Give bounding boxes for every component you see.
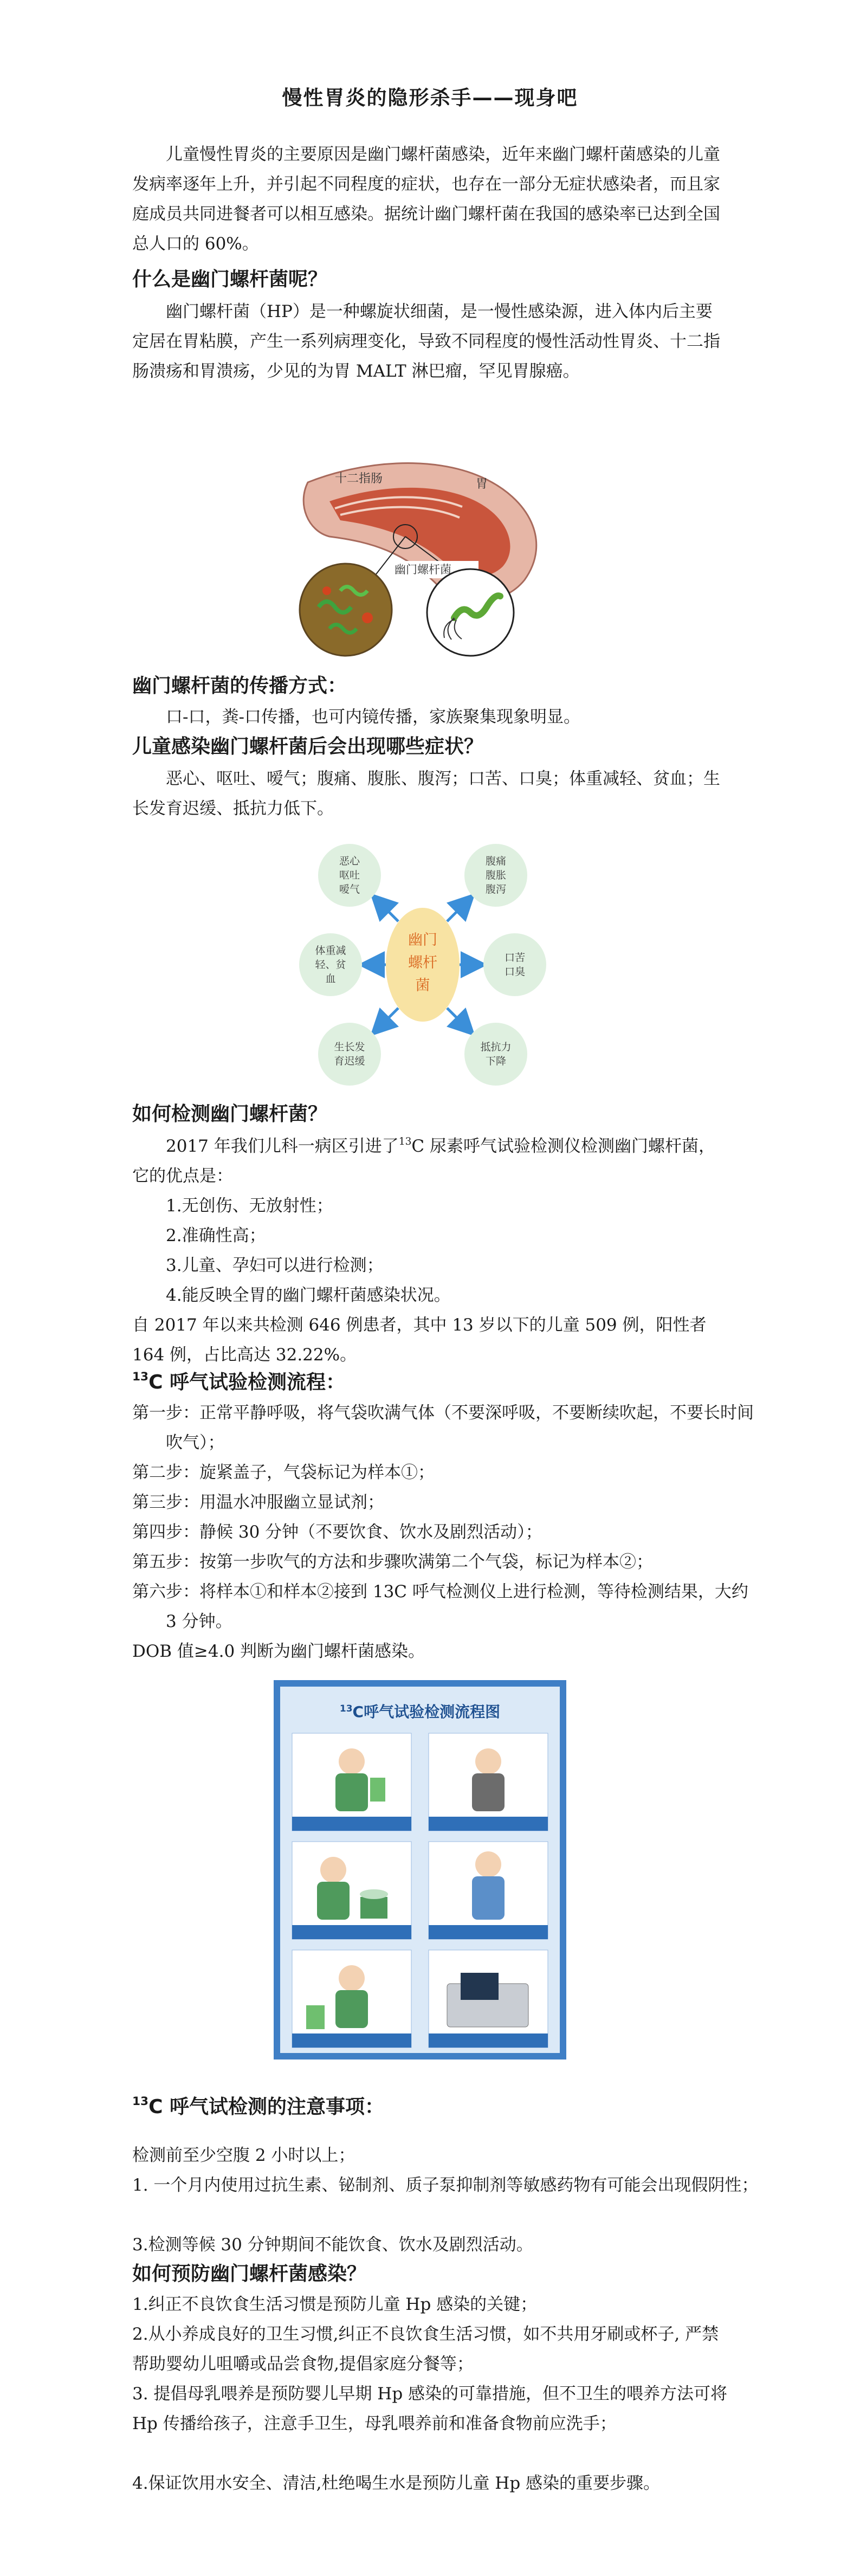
note-item: 检测前至少空腹 2 小时以上； [132, 2146, 355, 2165]
detection-intro-b: C 尿素呼气试验检测仪检测幽门螺杆菌，它的优点是： [132, 1137, 715, 1186]
label-duodenum: 十二指肠 [335, 472, 383, 486]
center-line-1: 幽门 [408, 932, 437, 948]
stomach-bacteria-illustration [297, 444, 568, 661]
procedure-step: 第四步：静候 30 分钟（不要饮食、饮水及剧烈活动）； [132, 1522, 542, 1542]
advantage-item: 1.无创伤、无放射性； [166, 1196, 333, 1216]
symptom-node-immunity [464, 1023, 527, 1086]
center-line-3: 菌 [415, 977, 430, 994]
node-text: 恶心 [339, 855, 360, 867]
detection-intro-a: 2017 年我们儿科一病区引进了 [166, 1137, 399, 1156]
node-text: 呕吐 [339, 869, 360, 881]
hp-definition-paragraph: 幽门螺杆菌（HP）是一种螺旋状细菌，是一慢性感染源，进入体内后主要定居在胃粘膜，产生一系列病理变化，导致不同程度的慢性活动性胃炎、十二指肠溃疡和胃溃疡，少见的为胃 MALT 淋巴瘤，罕见胃腺癌。 [132, 302, 720, 381]
procedure-step: 第六步：将样本①和样本②接到 13C 呼气检测仪上进行检测，等待检测结果，大约 3 分钟。 [132, 1582, 748, 1631]
node-text: 体重减 [315, 945, 346, 957]
dob-criterion: DOB 值≥4.0 判断为幽门螺杆菌感染。 [132, 1642, 425, 1661]
node-text: 腹胀 [485, 869, 507, 881]
heading-detection: 如何检测幽门螺杆菌？ [132, 1103, 328, 1125]
detection-intro-paragraph [132, 1132, 728, 1191]
flowchart-title-text: C呼气试验检测流程图 [352, 1703, 501, 1721]
prevention-item: 2.从小养成良好的卫生习惯,纠正不良饮食生活习惯，如不共用牙刷或杯子, 严禁帮助婴幼儿咀嚼或品尝食物,提倡家庭分餐等； [132, 2325, 719, 2374]
advantage-item: 2.准确性高； [166, 1226, 266, 1245]
superscript-13: 13 [132, 2094, 149, 2108]
symptoms-diagram [293, 837, 553, 1092]
heading-prevention: 如何预防幽门螺杆菌感染？ [132, 2263, 367, 2285]
center-line-2: 螺杆 [408, 954, 437, 971]
node-text: 腹泻 [485, 883, 507, 895]
heading-what-is-hp: 什么是幽门螺杆菌呢？ [132, 268, 328, 290]
prevention-item: 4.保证饮用水安全、清洁,杜绝喝生水是预防儿童 Hp 感染的重要步骤。 [132, 2474, 661, 2493]
heading-symptoms: 儿童感染幽门螺杆菌后会出现哪些症状？ [132, 735, 484, 758]
node-text: 嗳气 [339, 883, 360, 895]
intro-paragraph: 儿童慢性胃炎的主要原因是幽门螺杆菌感染，近年来幽门螺杆菌感染的儿童发病率逐年上升，并引起不同程度的症状，也存在一部分无症状感染者，而且家庭成员共同进餐者可以相互感染。据统计幽门螺杆菌在我国的感染率已达到全国总人口的 60%。 [132, 145, 720, 254]
node-text: 育迟缓 [334, 1055, 365, 1067]
document-title: 慢性胃炎的隐形杀手——现身吧 [282, 86, 578, 109]
node-text: 轻、贫 [315, 959, 346, 971]
node-text: 下降 [485, 1055, 507, 1067]
symptom-node-mouth [483, 933, 546, 996]
superscript-13: 13 [398, 1135, 412, 1147]
node-text: 腹痛 [485, 855, 507, 867]
advantage-item: 3.儿童、孕妇可以进行检测； [166, 1256, 384, 1275]
heading-text: C 呼气试验检测流程： [148, 1371, 346, 1393]
procedure-step: 第一步：正常平静呼吸，将气袋吹满气体（不要深呼吸，不要断续吹起，不要长时间吹气）； [132, 1403, 754, 1452]
symptoms-paragraph: 恶心、呕吐、嗳气；腹痛、腹胀、腹泻；口苦、口臭；体重减轻、贫血；生长发育迟缓、抵抗力低下。 [132, 769, 720, 818]
symptom-node-growth [318, 1023, 381, 1086]
superscript-13: 13 [132, 1370, 149, 1384]
procedure-step: 第二步：旋紧盖子，气袋标记为样本①； [132, 1463, 435, 1482]
node-text: 口臭 [504, 966, 526, 978]
transmission-paragraph: 口-口，粪-口传播，也可内镜传播，家族聚集现象明显。 [166, 707, 580, 727]
heading-test-procedure [132, 1368, 728, 1397]
prevention-item: 1.纠正不良饮食生活习惯是预防儿童 Hp 感染的关键； [132, 2295, 538, 2314]
flowchart-title-sup: 13 [339, 1703, 353, 1714]
label-stomach: 胃 [476, 477, 488, 491]
label-bacteria: 幽门螺杆菌 [395, 563, 451, 576]
node-text: 血 [325, 973, 336, 985]
heading-transmission: 幽门螺杆菌的传播方式： [132, 675, 347, 697]
node-text: 抵抗力 [480, 1041, 512, 1053]
note-item: 3.检测等候 30 分钟期间不能饮食、饮水及剧烈活动。 [132, 2235, 533, 2255]
flow-panel-3 [292, 1842, 411, 1939]
node-text: 口苦 [504, 952, 526, 964]
breath-test-flowchart [274, 1680, 566, 2059]
procedure-step: 第三步：用温水冲服幽立显试剂； [132, 1493, 384, 1512]
flowchart-title [340, 1703, 500, 1721]
note-item: 1. 一个月内使用过抗生素、铋制剂、质子泵抑制剂等敏感药物有可能会出现假阴性； [132, 2175, 759, 2195]
detection-stats-paragraph: 自 2017 年以来共检测 646 例患者，其中 13 岁以下的儿童 509 例，阳性者 164 例，占比高达 32.22%。 [132, 1315, 707, 1365]
heading-text: C 呼气试检测的注意事项： [148, 2096, 385, 2118]
prevention-item: 3. 提倡母乳喂养是预防婴儿早期 Hp 感染的可靠措施，但不卫生的喂养方法可将 Hp 传播给孩子，注意手卫生，母乳喂养前和准备食物前应洗手； [132, 2384, 728, 2433]
node-text: 生长发 [334, 1041, 365, 1053]
procedure-step: 第五步：按第一步吹气的方法和步骤吹满第二个气袋，标记为样本②； [132, 1552, 653, 1572]
heading-test-notes [132, 2093, 728, 2121]
advantage-item: 4.能反映全胃的幽门螺杆菌感染状况。 [166, 1286, 451, 1305]
